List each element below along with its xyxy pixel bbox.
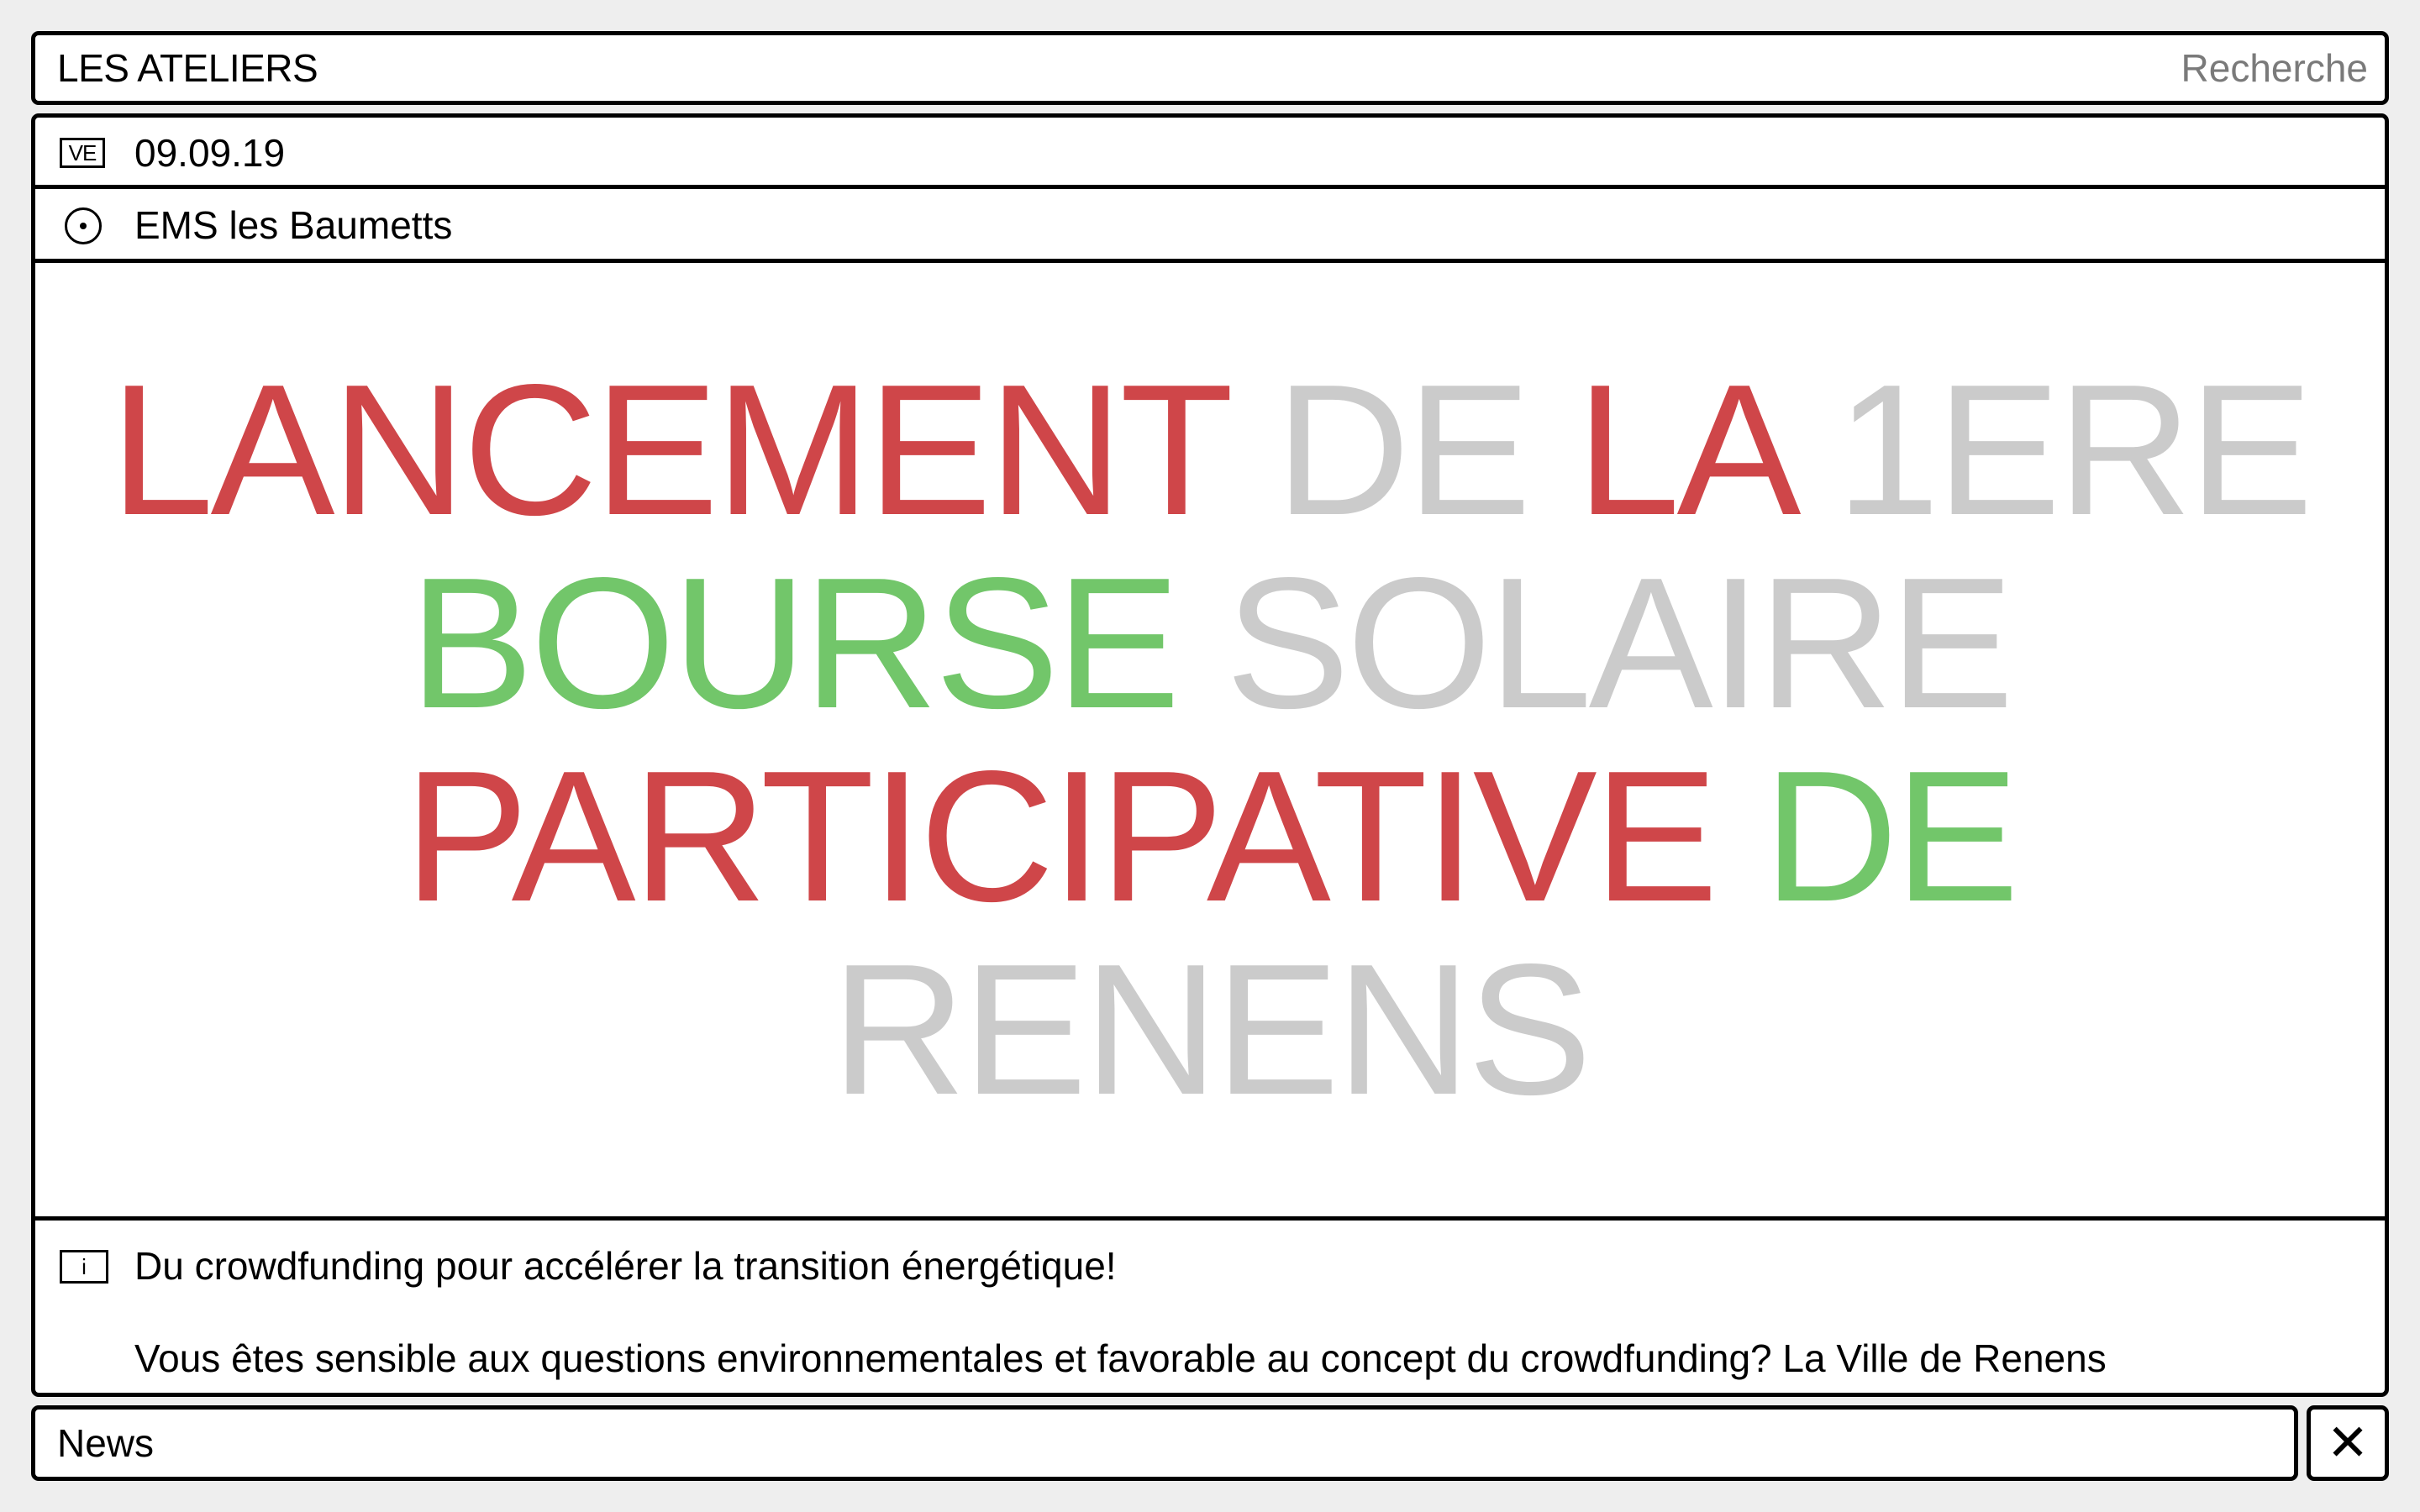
location-icon bbox=[65, 207, 102, 244]
title-word: LA bbox=[1576, 345, 1788, 554]
title-word: DE bbox=[1763, 732, 2016, 941]
event-body: Vous êtes sensible aux questions environnementales et favorable au concept du crowdfunding? La Ville de Renens bbox=[134, 1336, 2107, 1380]
event-card bbox=[31, 113, 2389, 1397]
event-title bbox=[59, 345, 2361, 1134]
day-badge: VE bbox=[60, 138, 105, 168]
title-word: BOURSE bbox=[409, 538, 1177, 748]
event-place: EMS les Baumetts bbox=[134, 203, 453, 247]
top-bar bbox=[31, 31, 2389, 105]
info-icon: i bbox=[60, 1250, 108, 1284]
event-date: 09.09.19 bbox=[134, 131, 286, 175]
event-description bbox=[35, 1225, 2385, 1397]
brand-title[interactable]: LES ATELIERS bbox=[57, 46, 318, 90]
event-place-row bbox=[35, 189, 2385, 263]
event-title-area bbox=[35, 263, 2385, 1221]
title-word: LANCEMENT bbox=[110, 345, 1228, 554]
title-word: 1ERE bbox=[1836, 345, 2310, 554]
section-label[interactable]: News bbox=[57, 1421, 155, 1465]
close-icon: ✕ bbox=[2326, 1415, 2370, 1471]
search-button[interactable]: Recherche bbox=[2181, 46, 2368, 90]
event-lead: Du crowdfunding pour accélérer la transition énergétique! bbox=[134, 1244, 1117, 1288]
bottom-bar bbox=[31, 1405, 2298, 1481]
event-date-row bbox=[35, 118, 2385, 189]
title-word: RENENS bbox=[831, 925, 1589, 1134]
title-word: DE bbox=[1275, 345, 1528, 554]
title-word: PARTICIPATIVE bbox=[404, 732, 1715, 941]
title-word: SOLAIRE bbox=[1225, 538, 2011, 748]
close-button[interactable] bbox=[2307, 1405, 2389, 1481]
